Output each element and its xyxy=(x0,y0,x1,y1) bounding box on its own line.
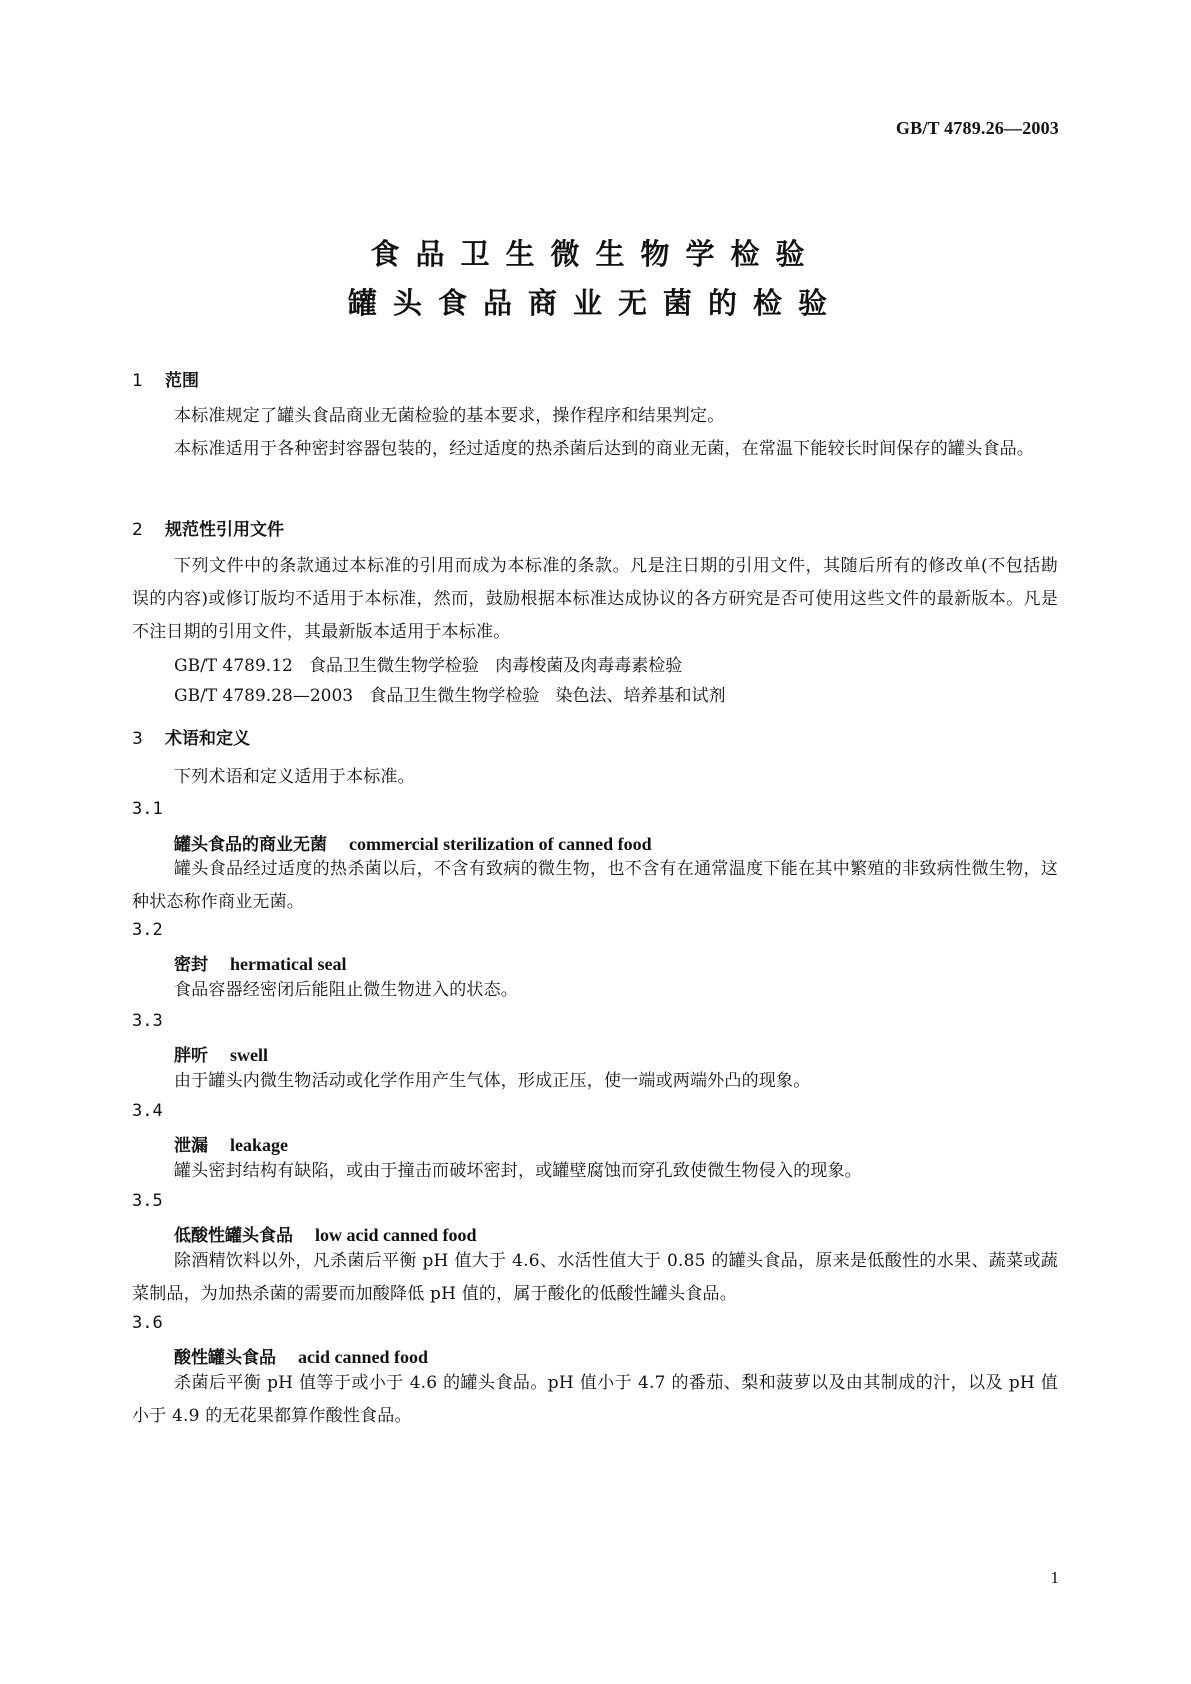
section-title: 规范性引用文件 xyxy=(165,520,284,540)
paragraph: 下列文件中的条款通过本标准的引用而成为本标准的条款。凡是注日期的引用文件，其随后所有的修改单(不包括勘误的内容)或修订版均不适用于本标准，然而，鼓励根据本标准达成协议的各方研究是否可使用这些文件的最新版本。凡是不注日期的引用文件，其最新版本适用于本标准。 xyxy=(132,556,1058,642)
term-number: 3.6 xyxy=(132,1313,163,1333)
reference-item: GB/T 4789.28—2003 食品卫生微生物学检验 染色法、培养基和试剂 xyxy=(174,686,726,706)
term-definition: 食品容器经密闭后能阻止微生物进入的状态。 xyxy=(174,980,518,1000)
document-title-line-2: 罐头食品商业无菌的检验 xyxy=(347,286,843,320)
term-number: 3.5 xyxy=(132,1191,163,1211)
section-number: 2 xyxy=(132,520,143,540)
section-heading-normative-references xyxy=(132,515,284,540)
paragraph: 本标准规定了罐头食品商业无菌检验的基本要求，操作程序和结果判定。 xyxy=(174,406,725,426)
term-definition: 除酒精饮料以外，凡杀菌后平衡 pH 值大于 4.6、水活性值大于 0.85 的罐头食品，原来是低酸性的水果、蔬菜或蔬菜制品，为加热杀菌的需要而加酸降低 pH 值的，属于酸化的低酸性罐头食品。 xyxy=(132,1251,1058,1304)
section-heading-terms-definitions xyxy=(132,724,250,749)
term-name-cn: 泄漏 xyxy=(174,1136,208,1156)
term-name-cn: 低酸性罐头食品 xyxy=(174,1226,293,1246)
term-definition: 由于罐头内微生物活动或化学作用产生气体，形成正压，使一端或两端外凸的现象。 xyxy=(174,1071,811,1091)
term-name xyxy=(174,1041,268,1066)
page-number: 1 xyxy=(1050,1568,1059,1587)
term-number: 3.2 xyxy=(132,920,163,940)
term-name-cn: 胖听 xyxy=(174,1046,208,1066)
term-name xyxy=(174,950,346,975)
term-name xyxy=(174,1343,428,1368)
term-name-en: leakage xyxy=(230,1135,288,1155)
term-name-en: hermatical seal xyxy=(230,954,347,974)
term-name xyxy=(174,830,652,855)
term-name-en: commercial sterilization of canned food xyxy=(349,834,652,854)
document-title-line-1: 食品卫生微生物学检验 xyxy=(370,237,821,271)
reference-item: GB/T 4789.12 食品卫生微生物学检验 肉毒梭菌及肉毒毒素检验 xyxy=(174,656,683,676)
term-definition: 罐头密封结构有缺陷，或由于撞击而破坏密封，或罐壁腐蚀而穿孔致使微生物侵入的现象。 xyxy=(174,1161,862,1181)
term-name-en: swell xyxy=(230,1045,268,1065)
term-name-en: acid canned food xyxy=(298,1347,429,1367)
paragraph: 本标准适用于各种密封容器包装的，经过适度的热杀菌后达到的商业无菌，在常温下能较长时间保存的罐头食品。 xyxy=(174,439,1034,459)
term-definition: 杀菌后平衡 pH 值等于或小于 4.6 的罐头食品。pH 值小于 4.7 的番茄、梨和菠萝以及由其制成的汁，以及 pH 值小于 4.9 的无花果都算作酸性食品。 xyxy=(132,1373,1058,1426)
term-name-cn: 酸性罐头食品 xyxy=(174,1348,276,1368)
paragraph: 下列术语和定义适用于本标准。 xyxy=(174,767,415,787)
section-title: 范围 xyxy=(165,371,199,391)
section-number: 3 xyxy=(132,729,143,749)
term-number: 3.1 xyxy=(132,799,163,819)
term-name-cn: 罐头食品的商业无菌 xyxy=(174,835,327,855)
term-name-cn: 密封 xyxy=(174,955,208,975)
term-name-en: low acid canned food xyxy=(315,1225,477,1245)
section-heading-scope xyxy=(132,366,199,391)
section-title: 术语和定义 xyxy=(165,729,250,749)
standard-code: GB/T 4789.26—2003 xyxy=(895,118,1059,138)
section-number: 1 xyxy=(132,371,143,391)
term-name xyxy=(174,1131,288,1156)
term-definition: 罐头食品经过适度的热杀菌以后，不含有致病的微生物，也不含有在通常温度下能在其中繁殖的非致病性微生物，这种状态称作商业无菌。 xyxy=(132,859,1058,912)
term-number: 3.3 xyxy=(132,1011,163,1031)
term-name xyxy=(174,1221,477,1246)
term-number: 3.4 xyxy=(132,1101,163,1121)
